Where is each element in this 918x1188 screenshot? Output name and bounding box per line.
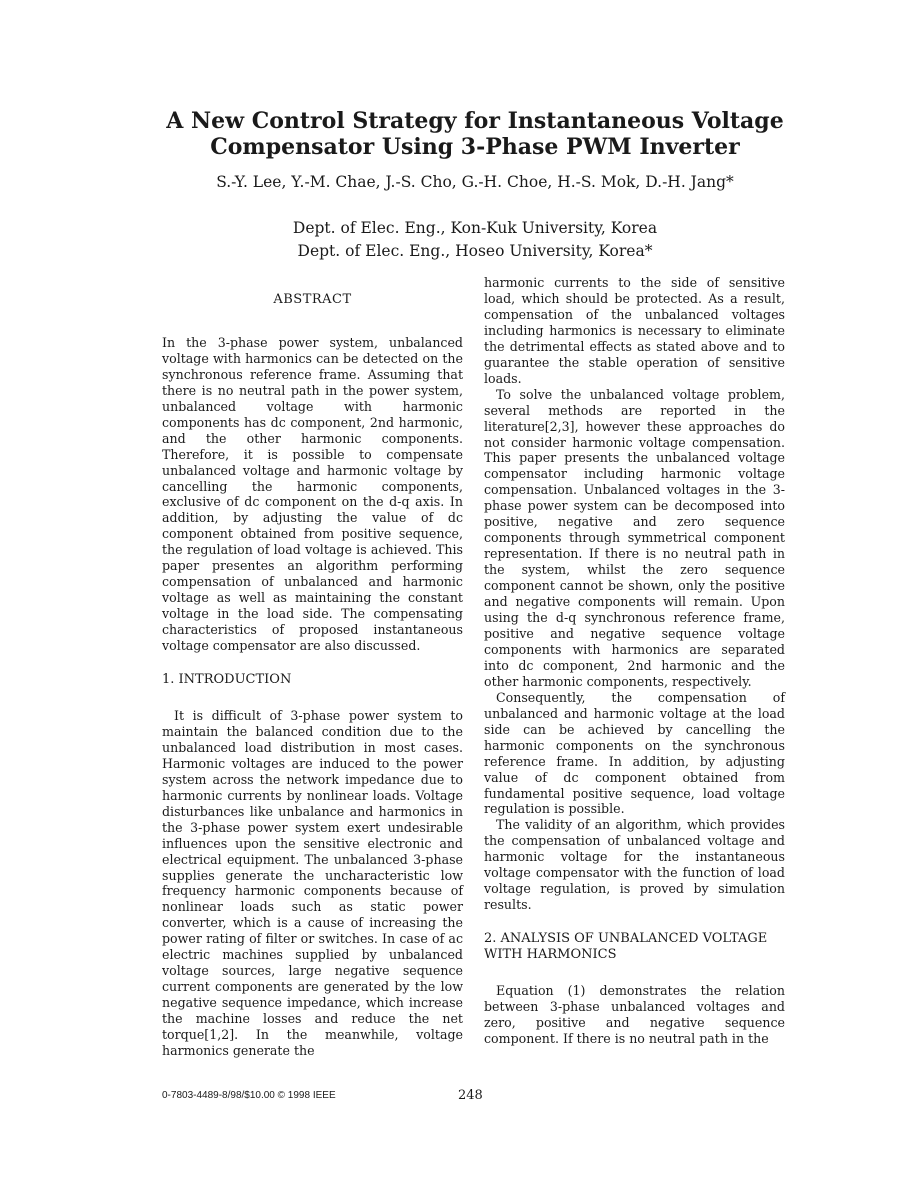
title-line-1: A New Control Strategy for Instantaneous Voltage — [166, 108, 784, 134]
section-2-heading: 2. ANALYSIS OF UNBALANCED VOLTAGE WITH HARMONICS — [484, 931, 768, 963]
page-number: 248 — [458, 1088, 483, 1103]
paper-title — [140, 108, 810, 160]
title-line-2: Compensator Using 3-Phase PWM Inverter — [210, 134, 740, 160]
intro-paragraph-2: To solve the unbalanced voltage problem, several methods are reported in the literature[2,3], however these approaches do not consider harmonic voltage compensation. This paper presents the unbalanced voltage compensator including harmonic voltage compensation. Unbalanced voltages in the 3-phase power system can be decomposed into positive, negative and zero sequence components through symmetrical component representation. If there is no neutral path in the system, whilst the zero sequence component cannot be shown, only the positive and negative components will remain. Upon using the d-q synchronous reference frame, positive and negative sequence voltage components with harmonics are separated into dc component, 2nd harmonic and the other harmonic components, respectively. — [484, 386, 785, 689]
intro-paragraph-3: Consequently, the compensation of unbalanced and harmonic voltage at the load side can be achieved by cancelling the harmonic components on the synchronous reference frame. In addition, by adjusting value of dc component obtained from fundamental positive sequence, load voltage regulation is possible. — [484, 689, 785, 817]
affiliation-1: Dept. of Elec. Eng., Kon-Kuk University, Korea — [292, 219, 658, 237]
section-2-paragraph-1: Equation (1) demonstrates the relation between 3-phase unbalanced voltages and zero, positive and negative sequence component. If there is no neutral path in the — [484, 983, 785, 1046]
abstract-text: In the 3-phase power system, unbalanced voltage with harmonics can be detected on the synchronous reference frame. Assuming that there is no neutral path in the power system, unbalanced voltage with harmonic components has dc component, 2nd harmonic, and the other harmonic components. Therefore, it is possible to compensate unbalanced voltage and harmonic voltage by cancelling the harmonic components, exclusive of dc component on the d-q axis. In addition, by adjusting the value of dc component obtained from positive sequence, the regulation of load voltage is achieved. This paper presentes an algorithm performing compensation of unbalanced and harmonic voltage as well as maintaining the constant voltage in the load side. The compensating characteristics of proposed instantaneous voltage compensator are also discussed. — [162, 334, 463, 654]
left-column — [162, 275, 463, 1059]
copyright-notice: 0-7803-4489-8/98/$10.00 © 1998 IEEE — [162, 1090, 336, 1101]
introduction-heading: 1. INTRODUCTION — [162, 672, 292, 688]
abstract-heading: ABSTRACT — [273, 292, 352, 307]
author-list: S.-Y. Lee, Y.-M. Chae, J.-S. Cho, G.-H. Choe, H.-S. Mok, D.-H. Jang* — [216, 173, 734, 191]
right-column — [484, 275, 785, 1047]
intro-paragraph-1: It is difficult of 3-phase power system to maintain the balanced condition due to the unbalanced load distribution in most cases. Harmonic voltages are induced to the power system across the network impedance due to harmonic currents by nonlinear loads. Voltage disturbances like unbalance and harmonics in the 3-phase power system exert undesirable influences upon the sensitive electronic and electrical equipment. The unbalanced 3-phase supplies generate the uncharacteristic low frequency harmonic components because of nonlinear loads such as static power converter, which is a cause of increasing the power rating of filter or switches. In case of ac electric machines supplied by unbalanced voltage sources, large negative sequence current components are generated by the low negative sequence impedance, which increase the machine losses and reduce the net torque[1,2]. In the meanwhile, voltage harmonics generate the — [162, 707, 463, 1058]
intro-paragraph-1-continued: harmonic currents to the side of sensitive load, which should be protected. As a result, compensation of the unbalanced voltages including harmonics is necessary to eliminate the detrimental effects as stated above and to guarantee the stable operation of sensitive loads. — [484, 275, 785, 386]
intro-paragraph-4: The validity of an algorithm, which provides the compensation of unbalanced voltage and harmonic voltage for the instantaneous voltage compensator with the function of load voltage regulation, is proved by simulation results. — [484, 817, 785, 913]
affiliation-2: Dept. of Elec. Eng., Hoseo University, Korea* — [297, 242, 653, 260]
